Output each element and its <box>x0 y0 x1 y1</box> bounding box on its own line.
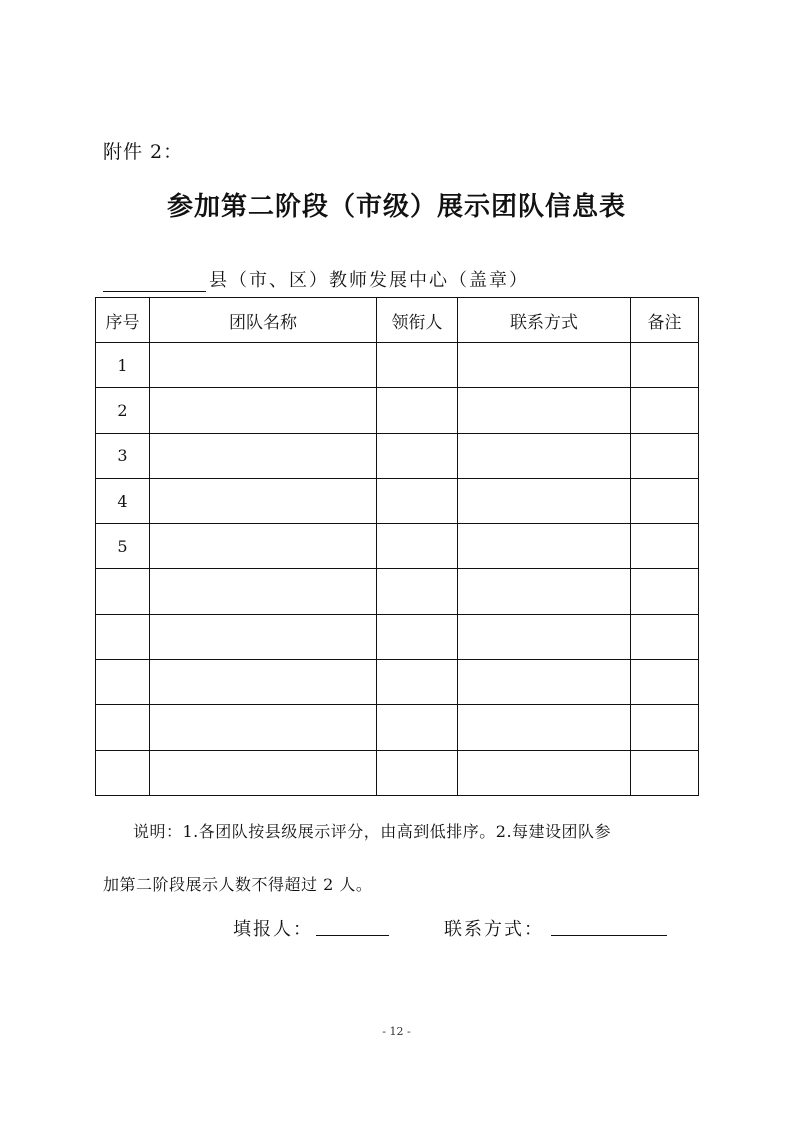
cell-remarks[interactable] <box>631 614 699 659</box>
table-row <box>96 524 699 569</box>
cell-serial <box>96 750 150 795</box>
cell-contact[interactable] <box>458 705 631 750</box>
cell-team-name[interactable] <box>150 388 377 433</box>
cell-remarks[interactable] <box>631 660 699 705</box>
cell-contact[interactable] <box>458 660 631 705</box>
cell-remarks[interactable] <box>631 569 699 614</box>
header-leader: 领衔人 <box>377 298 458 343</box>
cell-serial <box>96 614 150 659</box>
cell-remarks[interactable] <box>631 343 699 388</box>
cell-contact[interactable] <box>458 569 631 614</box>
cell-contact[interactable] <box>458 433 631 478</box>
cell-leader[interactable] <box>377 524 458 569</box>
county-stamp-label: 县（市、区）教师发展中心（盖章） <box>209 270 529 291</box>
cell-team-name[interactable] <box>150 660 377 705</box>
cell-remarks[interactable] <box>631 524 699 569</box>
cell-leader[interactable] <box>377 705 458 750</box>
cell-remarks[interactable] <box>631 478 699 523</box>
cell-leader[interactable] <box>377 569 458 614</box>
cell-serial: 3 <box>96 433 150 478</box>
cell-team-name[interactable] <box>150 524 377 569</box>
cell-serial <box>96 569 150 614</box>
cell-contact[interactable] <box>458 614 631 659</box>
table-row <box>96 388 699 433</box>
table-header-row <box>96 298 699 343</box>
cell-team-name[interactable] <box>150 478 377 523</box>
attachment-label: 附件 2： <box>103 141 184 163</box>
cell-leader[interactable] <box>377 433 458 478</box>
cell-serial: 2 <box>96 388 150 433</box>
header-team-name: 团队名称 <box>150 298 377 343</box>
table-row <box>96 569 699 614</box>
cell-contact[interactable] <box>458 524 631 569</box>
cell-contact[interactable] <box>458 478 631 523</box>
cell-remarks[interactable] <box>631 705 699 750</box>
county-stamp-line <box>103 266 529 292</box>
table-row <box>96 478 699 523</box>
contact-label: 联系方式： <box>444 919 544 940</box>
cell-serial: 4 <box>96 478 150 523</box>
cell-leader[interactable] <box>377 478 458 523</box>
cell-serial: 1 <box>96 343 150 388</box>
table-row <box>96 614 699 659</box>
note-line-2: 加第二阶段展示人数不得超过 2 人。 <box>103 875 373 894</box>
document-title: 参加第二阶段（市级）展示团队信息表 <box>166 192 626 222</box>
cell-team-name[interactable] <box>150 433 377 478</box>
cell-team-name[interactable] <box>150 569 377 614</box>
table-row <box>96 750 699 795</box>
cell-serial: 5 <box>96 524 150 569</box>
cell-leader[interactable] <box>377 388 458 433</box>
table-row <box>96 660 699 705</box>
cell-leader[interactable] <box>377 660 458 705</box>
cell-remarks[interactable] <box>631 388 699 433</box>
cell-team-name[interactable] <box>150 343 377 388</box>
cell-leader[interactable] <box>377 750 458 795</box>
note-line-1: 说明：1.各团队按县级展示评分，由高到低排序。2.每建设团队参 <box>133 822 612 841</box>
cell-leader[interactable] <box>377 614 458 659</box>
cell-serial <box>96 660 150 705</box>
table-row <box>96 343 699 388</box>
header-contact: 联系方式 <box>458 298 631 343</box>
filler-blank-field[interactable] <box>316 935 389 936</box>
cell-remarks[interactable] <box>631 750 699 795</box>
cell-team-name[interactable] <box>150 750 377 795</box>
cell-team-name[interactable] <box>150 705 377 750</box>
cell-remarks[interactable] <box>631 433 699 478</box>
filler-label: 填报人： <box>233 919 313 940</box>
cell-contact[interactable] <box>458 343 631 388</box>
table-row <box>96 433 699 478</box>
cell-contact[interactable] <box>458 388 631 433</box>
cell-team-name[interactable] <box>150 614 377 659</box>
cell-serial <box>96 705 150 750</box>
header-remarks: 备注 <box>631 298 699 343</box>
contact-blank-field[interactable] <box>551 935 667 936</box>
table-row <box>96 705 699 750</box>
header-serial: 序号 <box>96 298 150 343</box>
page-number: - 12 - <box>382 1025 411 1038</box>
county-name-blank[interactable] <box>103 271 206 292</box>
team-info-table <box>95 297 699 796</box>
cell-leader[interactable] <box>377 343 458 388</box>
cell-contact[interactable] <box>458 750 631 795</box>
